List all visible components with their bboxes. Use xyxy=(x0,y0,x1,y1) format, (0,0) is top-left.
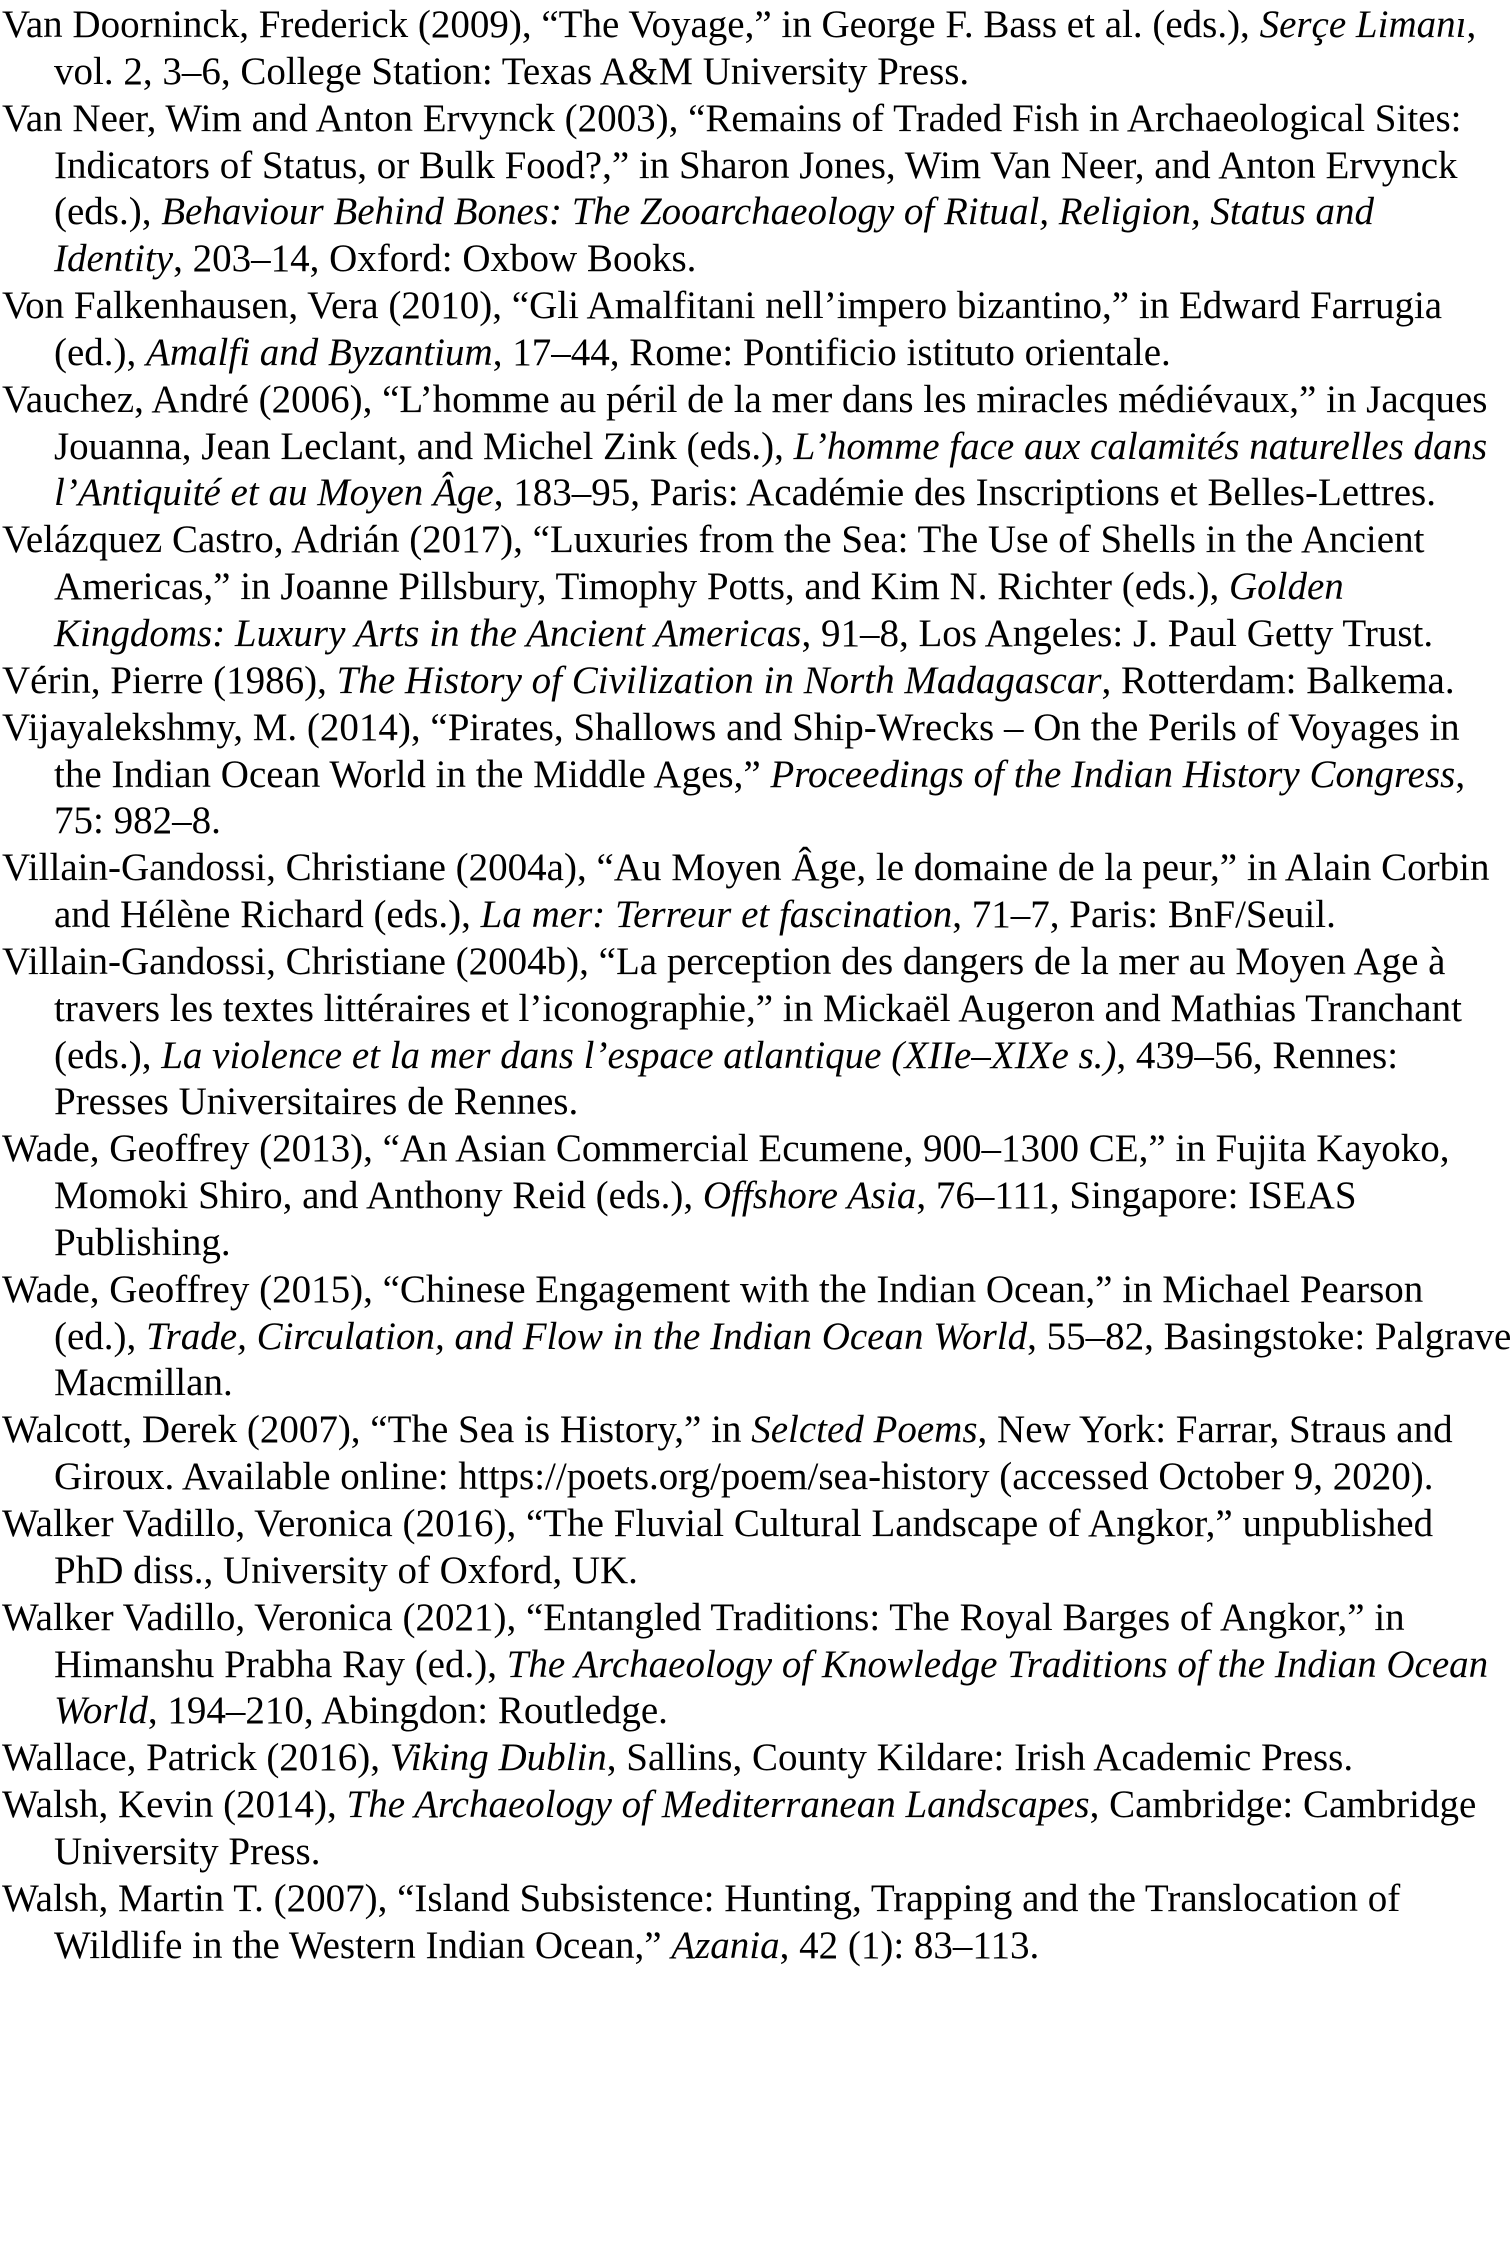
reference-text: Villain-Gandossi, Christiane (2004a), “Au Moyen Âge, le domaine de la peur,” in Alain Corbin and Hélène Richard (eds.), xyxy=(2,846,1490,937)
work-title-italic: L’homme face aux calamités naturelles dans l’Antiquité et au Moyen Âge xyxy=(54,424,1488,515)
reference-entry xyxy=(2,939,1512,1126)
reference-text: , New York: Farrar, Straus and Giroux. Available online: https://poets.org/poem/sea-history (accessed October 9, 2020). xyxy=(54,1408,1453,1499)
reference-list xyxy=(2,2,1512,1969)
work-title-italic: The Archaeology of Mediterranean Landscapes xyxy=(346,1783,1090,1827)
reference-text: Van Doorninck, Frederick (2009), “The Voyage,” in George F. Bass et al. (eds.), xyxy=(2,3,1260,46)
reference-text: Walsh, Kevin (2014), xyxy=(2,1783,347,1827)
reference-text: Walcott, Derek (2007), “The Sea is History,” in xyxy=(2,1408,752,1452)
work-title-italic: The Archaeology of Knowledge Traditions of the Indian Ocean World xyxy=(54,1642,1489,1733)
work-title-italic: Behaviour Behind Bones: The Zooarchaeology of Ritual, Religion, Status and Identity xyxy=(54,190,1375,281)
reference-text: Villain-Gandossi, Christiane (2004b), “La perception des dangers de la mer au Moyen Age à travers les textes littéraires et l’iconographie,” in Mickaël Augeron and Mathias Tranchant (eds.), xyxy=(2,939,1462,1077)
reference-entry xyxy=(2,1126,1512,1267)
reference-text: , 55–82, Basingstoke: Palgrave Macmillan. xyxy=(54,1314,1512,1405)
reference-entry xyxy=(2,705,1512,846)
work-title-italic: The History of Civilization in North Madagascar xyxy=(336,658,1102,702)
reference-text: , 91–8, Los Angeles: J. Paul Getty Trust. xyxy=(801,611,1434,655)
reference-text: Vérin, Pierre (1986), xyxy=(2,658,337,702)
work-title-italic: Offshore Asia xyxy=(702,1174,917,1218)
work-title-italic: Golden Kingdoms: Luxury Arts in the Ancient Americas xyxy=(54,565,1344,655)
reference-text: Van Neer, Wim and Anton Ervynck (2003), “Remains of Traded Fish in Archaeological Sites: Indicators of Status, or Bulk Food?,” in Sharon Jones, Wim Van Neer, and Anton Ervynck (eds.), xyxy=(2,96,1462,234)
reference-text: Vijayalekshmy, M. (2014), “Pirates, Shallows and Ship-Wrecks – On the Perils of Voyages in the Indian Ocean World in the Middle Ages,” xyxy=(2,705,1460,796)
reference-entry xyxy=(2,1501,1512,1595)
work-title-italic: La mer: Terreur et fascination xyxy=(480,893,953,937)
reference-entry xyxy=(2,283,1512,377)
work-title-italic: Azania xyxy=(671,1923,780,1967)
reference-text: , 71–7, Paris: BnF/Seuil. xyxy=(952,893,1336,937)
reference-entry xyxy=(2,377,1512,518)
reference-entry xyxy=(2,1267,1512,1408)
reference-text: Walsh, Martin T. (2007), “Island Subsistence: Hunting, Trapping and the Translocation of Wildlife in the Western Indian Ocean,” xyxy=(2,1876,1401,1967)
reference-text: Wade, Geoffrey (2015), “Chinese Engagement with the Indian Ocean,” in Michael Pearson (ed.), xyxy=(2,1267,1424,1358)
reference-text: , 439–56, Rennes: Presses Universitaires de Rennes. xyxy=(54,1033,1399,1124)
work-title-italic: Trade, Circulation, and Flow in the Indian Ocean World xyxy=(146,1314,1028,1358)
reference-entry xyxy=(2,1595,1512,1736)
reference-text: Velázquez Castro, Adrián (2017), “Luxuries from the Sea: The Use of Shells in the Ancient Americas,” in Joanne Pillsbury, Timophy Potts, and Kim N. Richter (eds.), xyxy=(2,518,1425,609)
reference-text: , 75: 982–8. xyxy=(54,752,1466,843)
reference-text: , 17–44, Rome: Pontificio istituto orientale. xyxy=(492,330,1171,374)
reference-text: , Sallins, County Kildare: Irish Academic Press. xyxy=(606,1736,1354,1780)
reference-entry xyxy=(2,845,1512,939)
reference-entry xyxy=(2,1735,1512,1782)
reference-text: , vol. 2, 3–6, College Station: Texas A&M University Press. xyxy=(54,3,1477,93)
work-title-italic: Proceedings of the Indian History Congress xyxy=(770,752,1456,796)
reference-entry xyxy=(2,96,1512,283)
reference-text: , 183–95, Paris: Académie des Inscriptions et Belles-Lettres. xyxy=(493,471,1436,515)
reference-text: Vauchez, André (2006), “L’homme au péril de la mer dans les miracles médiévaux,” in Jacques Jouanna, Jean Leclant, and Michel Zink (eds.), xyxy=(2,377,1488,468)
reference-text: , 203–14, Oxford: Oxbow Books. xyxy=(173,237,697,281)
reference-text: Wallace, Patrick (2016), xyxy=(2,1736,390,1780)
reference-entry xyxy=(2,1876,1512,1970)
reference-entry xyxy=(2,658,1512,705)
work-title-italic: Selcted Poems xyxy=(751,1408,978,1452)
reference-entry xyxy=(2,517,1512,658)
reference-text: , 194–210, Abingdon: Routledge. xyxy=(147,1689,668,1733)
work-title-italic: Serçe Limanı xyxy=(1259,3,1467,46)
reference-text: , Cambridge: Cambridge University Press. xyxy=(54,1783,1477,1873)
reference-entry xyxy=(2,1782,1512,1876)
reference-entry xyxy=(2,2,1512,96)
reference-text: Von Falkenhausen, Vera (2010), “Gli Amalfitani nell’impero bizantino,” in Edward Farrugia (ed.), xyxy=(2,284,1443,374)
reference-entry xyxy=(2,1407,1512,1501)
reference-text: Walker Vadillo, Veronica (2016), “The Fluvial Cultural Landscape of Angkor,” unpublished PhD diss., University of Oxford, UK. xyxy=(2,1502,1434,1592)
work-title-italic: La violence et la mer dans l’espace atlantique (XIIe–XIXe s.) xyxy=(161,1033,1117,1077)
reference-text: Wade, Geoffrey (2013), “An Asian Commercial Ecumene, 900–1300 CE,” in Fujita Kayoko, Momoki Shiro, and Anthony Reid (eds.), xyxy=(2,1127,1450,1218)
reference-text: , 76–111, Singapore: ISEAS Publishing. xyxy=(54,1174,1357,1264)
reference-text: , Rotterdam: Balkema. xyxy=(1101,658,1455,702)
reference-text: , 42 (1): 83–113. xyxy=(779,1923,1040,1967)
work-title-italic: Viking Dublin xyxy=(389,1736,607,1780)
work-title-italic: Amalfi and Byzantium xyxy=(146,330,493,374)
reference-text: Walker Vadillo, Veronica (2021), “Entangled Traditions: The Royal Barges of Angkor,” in Himanshu Prabha Ray (ed.), xyxy=(2,1595,1405,1686)
